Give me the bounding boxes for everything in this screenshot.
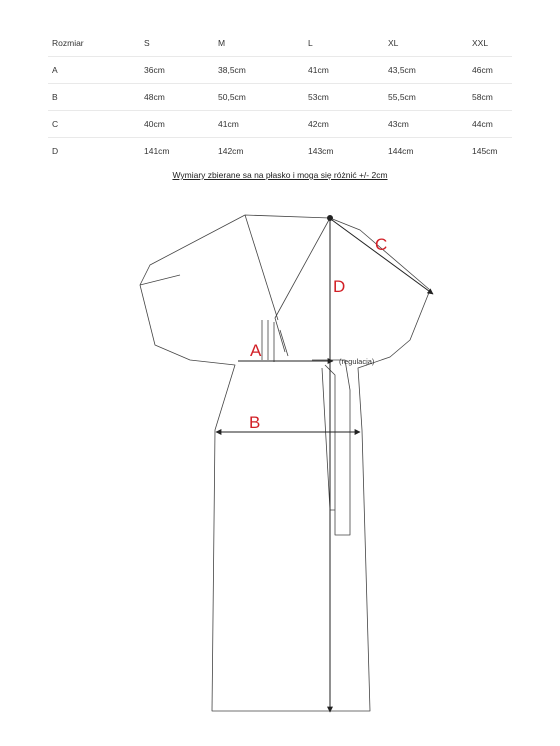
table-cell: 144cm bbox=[388, 146, 414, 156]
row-label: A bbox=[48, 57, 140, 84]
regulation-label: (regulacja) bbox=[339, 357, 375, 366]
table-cell: 53cm bbox=[304, 84, 384, 111]
table-cell: 145cm bbox=[472, 146, 498, 156]
header-m: M bbox=[214, 30, 304, 57]
waist-tie bbox=[312, 360, 350, 535]
dress-outline bbox=[140, 215, 430, 711]
table-cell: 44cm bbox=[468, 111, 512, 138]
table-cell: 142cm bbox=[218, 146, 244, 156]
dress-left-side bbox=[140, 215, 330, 711]
tie-band bbox=[322, 368, 335, 510]
header-xl: XL bbox=[384, 30, 468, 57]
table-cell: 48cm bbox=[140, 84, 214, 111]
table-cell: 58cm bbox=[468, 84, 512, 111]
table-cell: 50,5cm bbox=[214, 84, 304, 111]
bodice-pleats bbox=[262, 320, 288, 362]
table-cell: 43,5cm bbox=[384, 57, 468, 84]
measurement-note-text: Wymiary zbierane sa na płasko i moga się różnić +/- 2cm bbox=[172, 170, 388, 180]
label-d: D bbox=[333, 277, 346, 296]
table-cell: 55,5cm bbox=[384, 84, 468, 111]
table-cell: 41cm bbox=[214, 111, 304, 138]
row-label: D bbox=[52, 146, 59, 156]
shoulder-seam-left bbox=[140, 275, 180, 285]
table-cell: 41cm bbox=[304, 57, 384, 84]
table-cell: 38,5cm bbox=[214, 57, 304, 84]
left-neckline bbox=[245, 215, 278, 320]
measurement-lines bbox=[216, 216, 433, 713]
header-l: L bbox=[304, 30, 384, 57]
table-cell: 40cm bbox=[140, 111, 214, 138]
header-xxl: XXL bbox=[468, 30, 512, 57]
row-label: C bbox=[48, 111, 140, 138]
header-size: Rozmiar bbox=[48, 30, 140, 57]
label-c: C bbox=[375, 235, 388, 254]
table-cell: 143cm bbox=[308, 146, 334, 156]
table-cell: 46cm bbox=[468, 57, 512, 84]
table-cell: 42cm bbox=[304, 111, 384, 138]
measure-c-line bbox=[332, 220, 433, 294]
table-cell: 36cm bbox=[140, 57, 214, 84]
measure-start-dot bbox=[328, 216, 333, 221]
table-cell: 141cm bbox=[144, 146, 170, 156]
table-cell: 43cm bbox=[384, 111, 468, 138]
label-b: B bbox=[249, 413, 261, 432]
header-s: S bbox=[140, 30, 214, 57]
row-label: B bbox=[48, 84, 140, 111]
wrap-neckline bbox=[275, 218, 330, 352]
label-a: A bbox=[250, 341, 262, 360]
